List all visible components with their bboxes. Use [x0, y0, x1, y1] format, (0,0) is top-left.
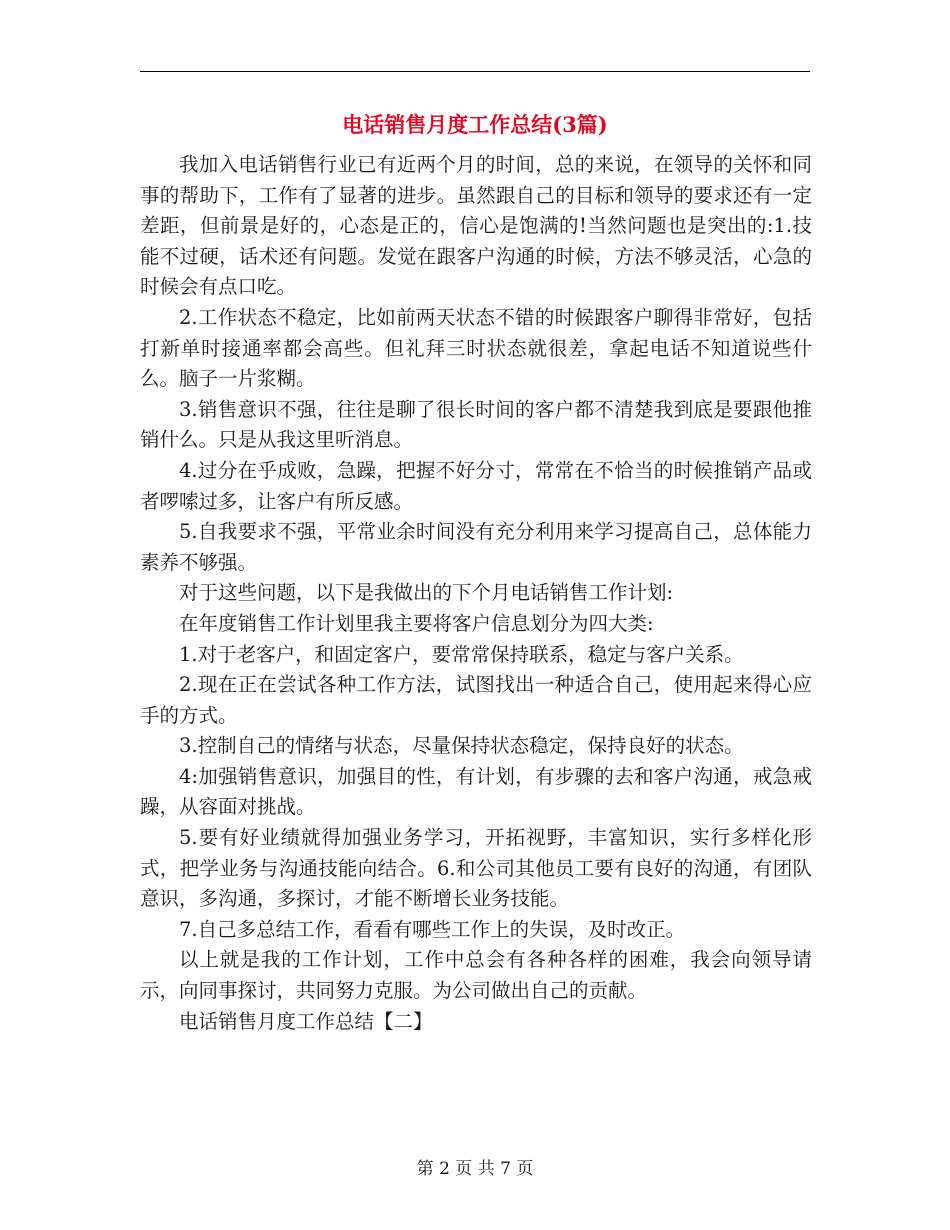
header-rule	[140, 71, 810, 72]
body-paragraph: 对于这些问题，以下是我做出的下个月电话销售工作计划:	[179, 581, 674, 605]
document-title: 电话销售月度工作总结(3篇)	[342, 112, 608, 137]
body-paragraph: 7.自己多总结工作，看看有哪些工作上的失误，及时改正。	[179, 917, 686, 941]
page-number: 第 2 页 共 7 页	[416, 1159, 534, 1179]
body-paragraph: 我加入电话销售行业已有近两个月的时间，总的来说，在领导的关怀和同事的帮助下，工作有了显著的进步。虽然跟自己的目标和领导的要求还有一定差距，但前景是好的，心态是正的，信心是饱满的!当然问题也是突出的:1.技能不过硬，话术还有问题。发觉在跟客户沟通的时候，方法不够灵活，心急的时候会有点口吃。	[140, 153, 812, 299]
body-paragraph: 4.过分在乎成败，急躁，把握不好分寸，常常在不恰当的时候推销产品或者啰嗦过多，让客户有所反感。	[140, 458, 812, 513]
body-paragraph: 在年度销售工作计划里我主要将客户信息划分为四大类:	[179, 611, 654, 635]
body-paragraph: 2.工作状态不稳定，比如前两天状态不错的时候跟客户聊得非常好，包括打新单时接通率都会高些。但礼拜三时状态就很差，拿起电话不知道说些什么。脑子一片浆糊。	[140, 305, 812, 391]
body-paragraph: 3.控制自己的情绪与状态，尽量保持状态稳定，保持良好的状态。	[179, 734, 744, 758]
body-paragraph: 2.现在正在尝试各种工作方法，试图找出一种适合自己，使用起来得心应手的方式。	[140, 673, 812, 727]
body-paragraph: 5.自我要求不强，平常业余时间没有充分利用来学习提高自己，总体能力素养不够强。	[140, 520, 812, 574]
section-heading: 电话销售月度工作总结【二】	[179, 1009, 433, 1033]
body-paragraph: 3.销售意识不强，往往是聊了很长时间的客户都不清楚我到底是要跟他推销什么。只是从我这里听消息。	[140, 397, 812, 452]
body-paragraph: 以上就是我的工作计划，工作中总会有各种各样的困难，我会向领导请示，向同事探讨，共同努力克服。为公司做出自己的贡献。	[140, 948, 812, 1003]
body-paragraph: 5.要有好业绩就得加强业务学习，开拓视野，丰富知识，实行多样化形式，把学业务与沟通技能向结合。6.和公司其他员工要有良好的沟通，有团队意识，多沟通，多探讨，才能不断增长业务技能。	[140, 826, 812, 911]
document-body	[140, 150, 812, 1037]
body-paragraph: 4:加强销售意识，加强目的性，有计划，有步骤的去和客户沟通，戒急戒躁，从容面对挑战。	[140, 764, 812, 819]
body-paragraph: 1.对于老客户，和固定客户，要常常保持联系，稳定与客户关系。	[179, 642, 744, 666]
